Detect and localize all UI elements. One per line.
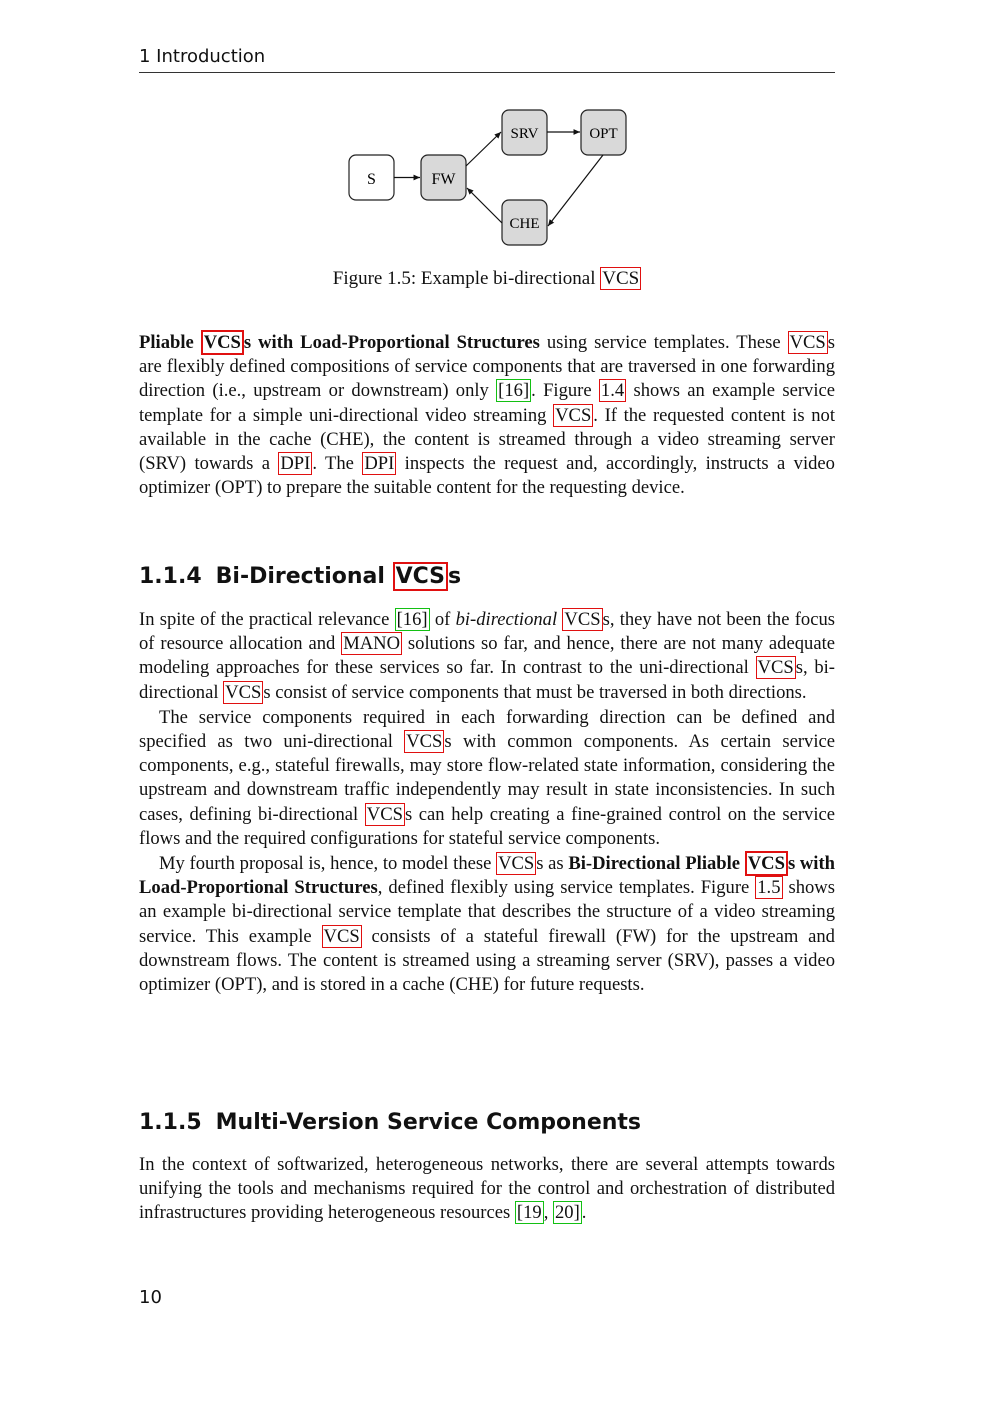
- node-opt-label: OPT: [589, 126, 618, 142]
- citation-link[interactable]: [19: [516, 1202, 542, 1224]
- acronym-link[interactable]: VCS: [393, 562, 448, 591]
- acronym-link[interactable]: VCS: [555, 404, 592, 426]
- node-che-label: CHE: [509, 216, 540, 232]
- paragraph: In spite of the practical relevance [16] of bi-directional VCS s, they have not been the focus of resource allocation and MANO solutions so far, and hence, there are not many adequate modeling approaches for these services so far. In contrast to the uni-directional VCS s, bi-directional VCS s consist of service components that must be traversed in both directions.: [139, 609, 836, 703]
- section-1-1-5-body: [139, 1153, 835, 1226]
- acronym-link[interactable]: VCS: [602, 268, 640, 289]
- edge-che-fw: [467, 188, 502, 223]
- paragraph: In the context of softwarized, heterogeneous networks, there are several attempts towards unifying the tools and mechanisms required for the control and orchestration of distributed infrastructures providing heterogeneous resources [19 , 20] .: [139, 1154, 835, 1224]
- paragraph: The service components required in each forwarding direction can be defined and specified as two uni-directional VCS s with common components. As certain service components, e.g., stateful firewalls, may store flow-related state information, considering the upstream and downstream traffic independently may result in state inconsistencies. In such cases, defining bi-directional VCS s can help creating a fine-grained control on the service flows and the required configurations for stateful service components.: [139, 706, 836, 849]
- node-opt: [581, 110, 626, 155]
- acronym-link[interactable]: VCS: [201, 330, 244, 355]
- acronym-link[interactable]: VCS: [745, 851, 788, 876]
- figure-caption: Figure 1.5: Example bi-directional VCS: [332, 268, 640, 289]
- header-rule: [139, 72, 835, 73]
- acronym-link[interactable]: VCS: [366, 803, 403, 825]
- acronym-link[interactable]: DPI: [280, 453, 311, 475]
- node-s: [349, 155, 394, 200]
- figure-ref-link[interactable]: 1.5: [757, 877, 781, 899]
- acronym-link[interactable]: VCS: [225, 681, 262, 703]
- citation-link[interactable]: [16]: [498, 380, 530, 402]
- acronym-link[interactable]: MANO: [343, 633, 401, 655]
- acronym-link[interactable]: VCS: [789, 332, 826, 353]
- running-header: 1 Introduction: [139, 46, 266, 67]
- edge-fw-srv: [466, 132, 501, 166]
- acronym-link[interactable]: VCS: [406, 731, 443, 753]
- node-fw: [421, 155, 466, 200]
- acronym-link[interactable]: VCS: [564, 609, 601, 630]
- acronym-link[interactable]: DPI: [364, 453, 395, 475]
- paragraph-pliable-vcs: Pliable VCS s with Load-Proportional Structures using service templates. These VCS s are flexibly defined compositions of service components that are traversed in one forwarding direction (i.e., upstream or downstream) only [16] . Figure 1.4 shows an example service template for a simple uni-directional video streaming VCS . If the requested content is not available in the cache (CHE), the content is streamed through a video streaming server (SRV) towards a DPI . The DPI inspects the request and, accordingly, instructs a video optimizer (OPT) to prepare the suitable content for the requesting device.: [139, 332, 836, 499]
- node-s-label: S: [367, 171, 376, 188]
- paragraph: My fourth proposal is, hence, to model these VCS s as Bi-Directional Pliable VCS s with Load-Proportional Structures, defined flexibly using service templates. Figure 1.5 shows an example bi-directional service template that describes the structure of a video streaming service. This example VCS consists of a stateful firewall (FW) for the upstream and downstream flows. The content is streamed using a streaming server (SRV), passes a video optimizer (OPT), and is stored in a cache (CHE) for future requests.: [139, 853, 835, 996]
- section-heading-1-1-5: 1.1.5 Multi-Version Service Components: [139, 1110, 642, 1135]
- acronym-link[interactable]: VCS: [498, 853, 535, 875]
- node-che: [502, 200, 547, 245]
- section-1-1-4-body: [139, 608, 835, 997]
- page-number: 10: [139, 1287, 162, 1308]
- node-srv-label: SRV: [510, 126, 539, 142]
- citation-link[interactable]: [16]: [396, 609, 428, 630]
- acronym-link[interactable]: VCS: [323, 925, 360, 947]
- acronym-link[interactable]: VCS: [757, 657, 794, 679]
- vcs-figure: [330, 100, 670, 260]
- node-srv: [502, 110, 547, 155]
- figure-ref-link[interactable]: 1.4: [600, 380, 625, 402]
- citation-link[interactable]: 20]: [554, 1202, 580, 1224]
- edge-opt-che: [548, 155, 603, 226]
- node-fw-label: FW: [431, 171, 456, 188]
- section-heading-1-1-4: 1.1.4 Bi-Directional VCS s: [139, 564, 462, 589]
